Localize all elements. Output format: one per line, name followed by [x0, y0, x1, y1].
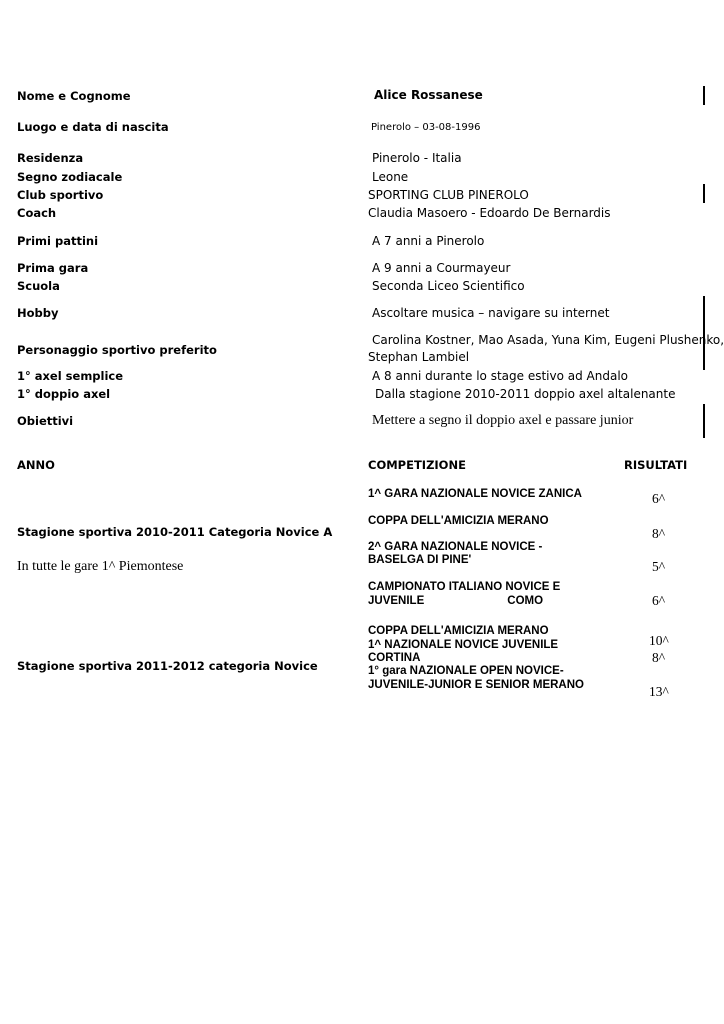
- competition-7-line1: 1° gara NAZIONALE OPEN NOVICE-: [368, 665, 564, 677]
- competition-6-line2: CORTINA: [368, 652, 421, 664]
- axel1-label: 1° axel semplice: [17, 369, 124, 383]
- margin-bar: [703, 404, 705, 438]
- competition-5: COPPA DELL'AMICIZIA MERANO: [368, 625, 549, 637]
- result-1: 6^: [652, 491, 666, 506]
- nome-value: Alice Rossanese: [374, 88, 483, 102]
- season1-note: In tutte le gare 1^ Piemontese: [17, 559, 184, 574]
- result-4: 6^: [652, 593, 666, 608]
- axel2-label: 1° doppio axel: [17, 387, 111, 401]
- segno-value: Leone: [372, 170, 409, 184]
- header-risultati: RISULTATI: [624, 458, 688, 472]
- club-value: SPORTING CLUB PINEROLO: [368, 188, 529, 202]
- personaggio-value-line2: Stephan Lambiel: [368, 350, 470, 364]
- header-competizione: COMPETIZIONE: [368, 458, 466, 472]
- coach-value: Claudia Masoero - Edoardo De Bernardis: [368, 206, 611, 220]
- gara-value: A 9 anni a Courmayeur: [372, 261, 511, 275]
- competition-7-line2: JUVENILE-JUNIOR E SENIOR MERANO: [368, 679, 584, 691]
- season1-label: Stagione sportiva 2010-2011 Categoria Novice A: [17, 525, 333, 539]
- personaggio-label: Personaggio sportivo preferito: [17, 343, 217, 357]
- result-2: 8^: [652, 526, 666, 541]
- hobby-label: Hobby: [17, 306, 59, 320]
- luogo-label: Luogo e data di nascita: [17, 120, 169, 134]
- result-7: 13^: [649, 684, 669, 699]
- axel2-value: Dalla stagione 2010-2011 doppio axel altalenante: [375, 387, 676, 401]
- margin-bar: [703, 86, 705, 105]
- pattini-value: A 7 anni a Pinerolo: [372, 234, 485, 248]
- obiettivi-label: Obiettivi: [17, 414, 74, 428]
- nome-label: Nome e Cognome: [17, 89, 131, 103]
- luogo-value: Pinerolo – 03-08-1996: [371, 122, 481, 133]
- obiettivi-value: Mettere a segno il doppio axel e passare junior: [372, 413, 634, 428]
- result-6: 8^: [652, 650, 666, 665]
- personaggio-value-line1: Carolina Kostner, Mao Asada, Yuna Kim, Eugeni Plushenko,: [372, 333, 724, 347]
- segno-label: Segno zodiacale: [17, 170, 123, 184]
- coach-label: Coach: [17, 206, 57, 220]
- season2-label: Stagione sportiva 2011-2012 categoria Novice: [17, 659, 318, 673]
- pattini-label: Primi pattini: [17, 234, 99, 248]
- gara-label: Prima gara: [17, 261, 89, 275]
- competition-4-line2: JUVENILE COMO: [368, 595, 544, 607]
- residenza-label: Residenza: [17, 151, 84, 165]
- hobby-value: Ascoltare musica – navigare su internet: [372, 306, 610, 320]
- competition-1: 1^ GARA NAZIONALE NOVICE ZANICA: [368, 488, 582, 500]
- result-3: 5^: [652, 559, 666, 574]
- axel1-value: A 8 anni durante lo stage estivo ad Andalo: [372, 369, 628, 383]
- club-label: Club sportivo: [17, 188, 104, 202]
- result-5: 10^: [649, 633, 669, 648]
- margin-bar: [703, 184, 705, 203]
- competition-3-line2: BASELGA DI PINE': [368, 554, 472, 566]
- header-anno: ANNO: [17, 458, 55, 472]
- competition-2: COPPA DELL'AMICIZIA MERANO: [368, 515, 549, 527]
- residenza-value: Pinerolo - Italia: [372, 151, 462, 165]
- scuola-label: Scuola: [17, 279, 60, 293]
- competition-3-line1: 2^ GARA NAZIONALE NOVICE -: [368, 541, 543, 553]
- scuola-value: Seconda Liceo Scientifico: [372, 279, 525, 293]
- competition-6-line1: 1^ NAZIONALE NOVICE JUVENILE: [368, 639, 559, 651]
- competition-4-line1: CAMPIONATO ITALIANO NOVICE E: [368, 581, 561, 593]
